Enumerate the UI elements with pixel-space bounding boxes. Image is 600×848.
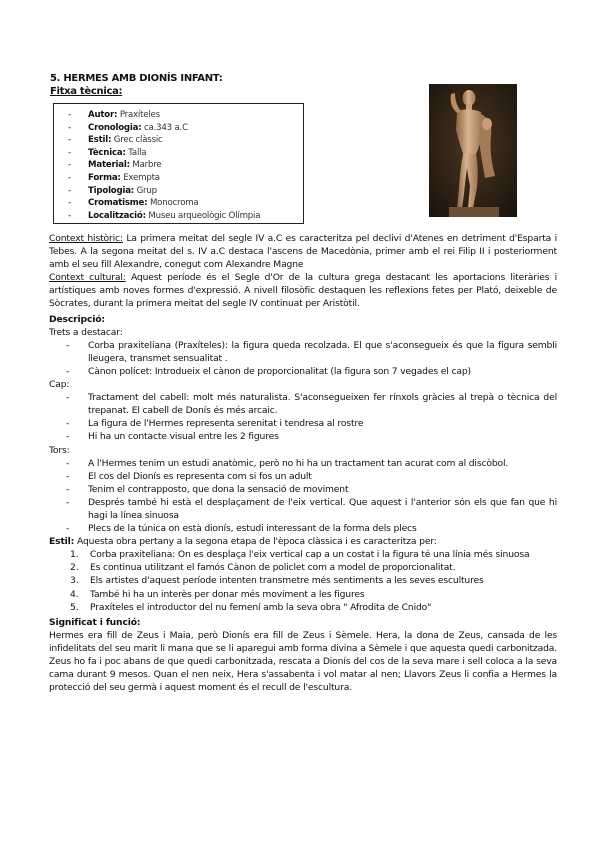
list-item: - Després també hi està el desplaçament de l'eix vertical. Que aquest i l'anterior són els que fan que hi hagi la línea sinuosa <box>66 496 557 522</box>
sheet-item-material: - Material: Marbre <box>68 160 162 171</box>
list-item: 4. També hi ha un interès per donar més moviment a les figures <box>70 588 365 600</box>
list-item: 2. Es continua utilitzant el famós Cànon de policlet com a model de proporcionalitat. <box>70 562 456 574</box>
list-item: - Cànon polícet: Introdueix el cànon de proporcionalitat (la figura son 7 vegades el cap) <box>66 365 557 378</box>
tors-list <box>49 457 557 536</box>
fitxa-tecnica-heading: Fitxa tècnica: <box>50 86 123 97</box>
list-item: - Tenim el contrapposto, que dona la sensació de moviment <box>66 483 557 496</box>
sheet-item-localitzacio: - Localització: Museu arqueològic Olímpia <box>68 210 261 221</box>
list-item: - El cos del Dionís es representa com si fos un adult <box>66 470 557 483</box>
sheet-item-tecnica: - Tècnica: Talla <box>68 147 147 158</box>
descripcio-heading: Descripció: <box>49 313 105 325</box>
document-title: 5. HERMES AMB DIONÍS INFANT: <box>50 73 223 84</box>
technical-sheet-box <box>53 103 304 224</box>
sheet-item-cromatisme: - Cromatisme: Monocroma <box>68 198 199 209</box>
hermes-statue-photo <box>429 84 517 217</box>
cap-label: Cap: <box>49 379 70 391</box>
sheet-item-autor: - Autor: Praxíteles <box>68 110 160 120</box>
sheet-item-cronologia: - Cronologia: ca.343 a.C <box>68 122 188 133</box>
estil-paragraph: Estil: Aquesta obra pertany a la segona etapa de l'època clàssica i es caracteritza per: <box>49 536 437 548</box>
list-item: - Tractament del cabell: molt més naturalista. S'aconsegueixen fer rínxols gràcies al trepà o tècnica del trepanat. El cabell de Donís és més arcaic. <box>66 391 557 417</box>
estil-list <box>49 548 557 613</box>
sheet-item-forma: - Forma: Exempta <box>68 172 160 183</box>
list-item: - Hi ha un contacte visual entre les 2 figures <box>66 430 557 443</box>
technical-sheet-list <box>68 109 260 222</box>
list-item: 3. Els artistes d'aquest període intenten transmetre més sentiments a les seves escultures <box>70 575 484 587</box>
cap-list <box>49 391 557 443</box>
list-item: - Corba praxiteliana (Praxíteles): la figura queda recolzada. El que s'aconsegueix és que la figura sembli lleugera, transmet sensualitat . <box>66 339 557 365</box>
significat-paragraph: Hermes era fill de Zeus i Maia, però Dionís era fill de Zeus i Sèmele. Hera, la dona de Zeus, cansada de les infidelitats del seu marit li mana que se li aparegui amb forma divina a Sèmele i que aquesta quedi carbonitzada. Zeus ho fa i poc abans de que quedi carbonitzada, rescata a Dionís del cos de la seva mare i sell coloca a la seva cama durant 9 mesos. Quan el nen neix, Hera s'assabenta i vol matar al nen; Llavors Zeus li confia a Hermes la protecció del seu germà i aquest moment és el recull de l'escultura. <box>49 629 557 694</box>
tors-label: Tors: <box>49 444 70 456</box>
significat-heading: Significat i funció: <box>49 616 141 628</box>
list-item: - Plecs de la túnica on està dionís, estudi interessant de la forma dels plecs <box>66 522 557 535</box>
sheet-item-tipologia: - Tipologia: Grup <box>68 185 157 196</box>
list-item: 5. Praxíteles el introductor del nu femení amb la seva obra " Afrodita de Cnido" <box>70 601 432 613</box>
sheet-item-estil: - Estil: Grec clàssic <box>68 135 163 146</box>
list-item: - La figura de l'Hermes representa serenitat i tendresa al rostre <box>66 417 557 430</box>
list-item: - A l'Hermes tenim un estudi anatòmic, però no hi ha un tractament tan acurat com al discòbol. <box>66 457 557 470</box>
list-item: 1. Corba praxiteliana: On es desplaça l'eix vertical cap a un costat i la figura té una línia més sinuosa <box>70 549 530 561</box>
context-cultural-paragraph: Context cultural: Aquest període és el Segle d'Or de la cultura grega destacant les aportacions literàries i artístiques amb noves formes d'expressió. A nivell filosòfic destaquen les reflexions fetes per Plató, deixeble de Sòcrates, durant la primera meitat del segle IV continuat per Aristòtil. <box>49 272 557 310</box>
context-historic-paragraph: Context històric: La primera meitat del segle IV a.C es caracteritza pel declivi d'Atenes en detriment d'Esparta i Tebes. A la segona meitat del s. IV a.C destaca l'ascens de Macedònia, primer amb el rei Filip II i posteriorment amb el seu fill Alexandre, conegut com Alexandre Magne <box>49 233 557 271</box>
document-body <box>49 232 557 694</box>
trets-list <box>49 339 557 378</box>
trets-label: Trets a destacar: <box>49 326 123 338</box>
